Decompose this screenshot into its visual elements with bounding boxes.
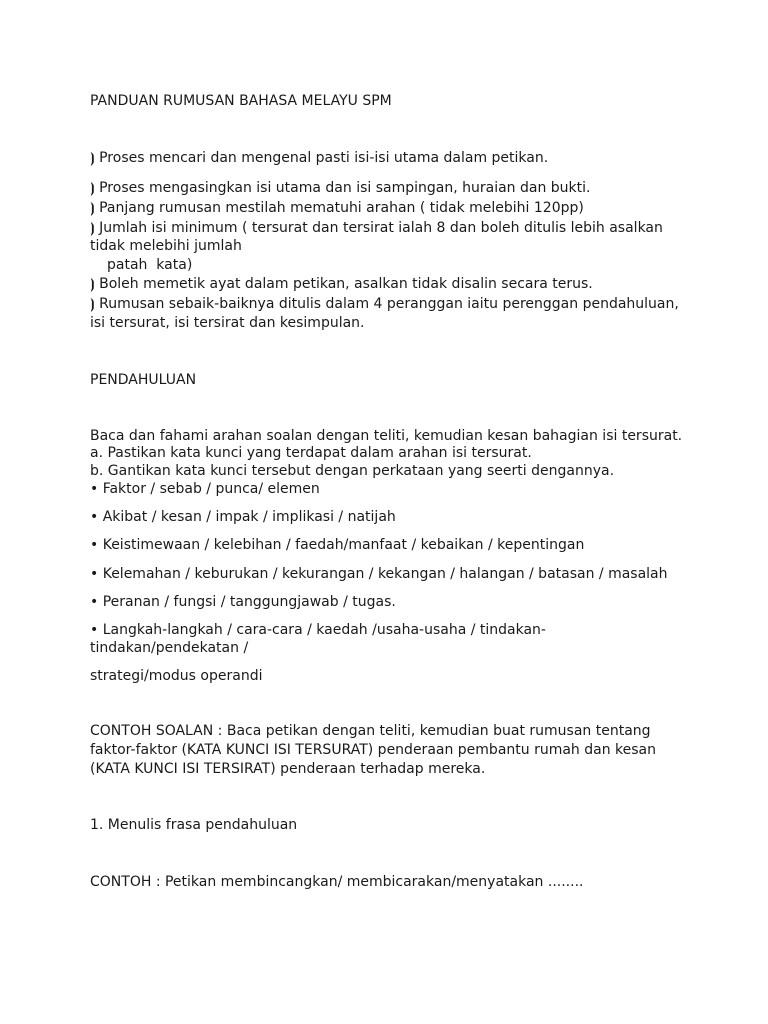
instruction-line: a. Pastikan kata kunci yang terdapat dalam arahan isi tersurat.: [90, 445, 532, 461]
example-line: CONTOH : Petikan membincangkan/ membicarakan/menyatakan ........: [90, 874, 584, 890]
bracket-item-continuation: patah kata): [107, 257, 193, 273]
section-heading: PENDAHULUAN: [90, 372, 197, 388]
bracket-item: ⦘ Rumusan sebaik-baiknya ditulis dalam 4 peranggan iaitu perenggan pendahuluan,: [90, 296, 679, 312]
example-question-line: CONTOH SOALAN : Baca petikan dengan teliti, kemudian buat rumusan tentang: [90, 723, 651, 739]
bracket-item: ⦘ Jumlah isi minimum ( tersurat dan tersirat ialah 8 dan boleh ditulis lebih asalkan: [90, 220, 663, 236]
bracket-item: ⦘ Boleh memetik ayat dalam petikan, asalkan tidak disalin secara terus.: [90, 276, 593, 292]
bullet-item-continuation: strategi/modus operandi: [90, 668, 263, 684]
bullet-item: • Faktor / sebab / punca/ elemen: [90, 481, 320, 497]
instruction-line: b. Gantikan kata kunci tersebut dengan perkataan yang seerti dengannya.: [90, 463, 615, 479]
example-question-line: (KATA KUNCI ISI TERSIRAT) penderaan terhadap mereka.: [90, 761, 486, 777]
bullet-item-continuation: tindakan/pendekatan /: [90, 640, 249, 656]
bracket-item: ⦘ Proses mencari dan mengenal pasti isi-isi utama dalam petikan.: [90, 150, 549, 166]
bullet-item: • Peranan / fungsi / tanggungjawab / tugas.: [90, 594, 396, 610]
bullet-item: • Langkah-langkah / cara-cara / kaedah /usaha-usaha / tindakan-: [90, 622, 546, 638]
bracket-item-continuation: tidak melebihi jumlah: [90, 238, 242, 254]
example-question-line: faktor-faktor (KATA KUNCI ISI TERSURAT) penderaan pembantu rumah dan kesan: [90, 742, 657, 758]
step-heading: 1. Menulis frasa pendahuluan: [90, 817, 298, 833]
document-title: PANDUAN RUMUSAN BAHASA MELAYU SPM: [90, 93, 392, 109]
bracket-item: ⦘ Proses mengasingkan isi utama dan isi sampingan, huraian dan bukti.: [90, 180, 591, 196]
bracket-item: ⦘ Panjang rumusan mestilah mematuhi arahan ( tidak melebihi 120pp): [90, 200, 584, 216]
bullet-item: • Kelemahan / keburukan / kekurangan / kekangan / halangan / batasan / masalah: [90, 566, 668, 582]
instruction-line: Baca dan fahami arahan soalan dengan teliti, kemudian kesan bahagian isi tersurat.: [90, 428, 683, 444]
bracket-item-continuation: isi tersurat, isi tersirat dan kesimpulan.: [90, 315, 365, 331]
bullet-item: • Akibat / kesan / impak / implikasi / natijah: [90, 509, 396, 525]
bullet-item: • Keistimewaan / kelebihan / faedah/manfaat / kebaikan / kepentingan: [90, 537, 585, 553]
